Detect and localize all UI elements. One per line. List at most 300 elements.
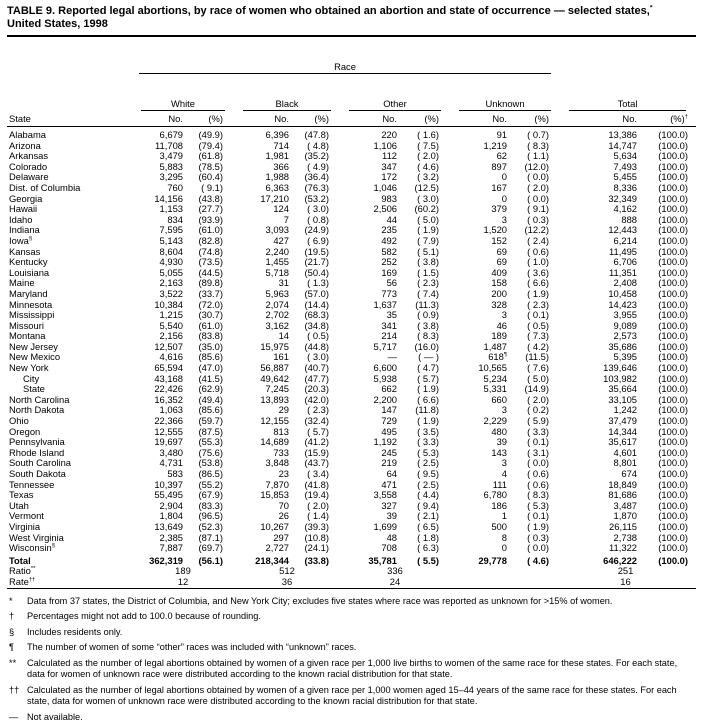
percent-cell: ( 0.0) (527, 193, 550, 204)
count-cell: 362,319 (149, 554, 183, 566)
table-row (7, 342, 696, 353)
count-cell: 5,143 (159, 235, 183, 246)
count-cell: 14 (278, 331, 289, 342)
count-cell: 7,493 (613, 161, 638, 172)
footnote-symbol: — (9, 711, 19, 722)
count-cell: 15,975 (260, 341, 289, 352)
count-cell: 1,637 (373, 299, 397, 310)
percent-cell: (62.9) (198, 384, 223, 395)
table-row (7, 416, 696, 427)
count-cell: 3,522 (159, 288, 183, 299)
summary-value-cell: 336 (387, 566, 403, 577)
table-row (7, 127, 696, 141)
percent-cell: (52.3) (198, 521, 223, 532)
count-cell: 70 (278, 500, 289, 511)
summary-value-cell: 189 (175, 566, 191, 577)
subheader-row (7, 111, 696, 127)
count-cell: 35,686 (608, 341, 638, 352)
table-row (7, 577, 696, 588)
count-cell: 10,565 (478, 363, 507, 374)
percent-cell: (100.0) (658, 416, 689, 427)
count-cell: 35,664 (608, 384, 638, 395)
percent-cell: ( 1.9) (527, 288, 550, 299)
percent-cell: ( 0.6) (527, 469, 550, 479)
count-cell: 1,981 (265, 151, 289, 162)
percent-cell: ( 3.1) (527, 447, 550, 458)
state-column-header: State (7, 111, 137, 127)
count-cell: 62 (496, 151, 507, 162)
count-cell: 29 (278, 405, 289, 416)
count-cell: 56,887 (260, 363, 289, 374)
table-row (7, 278, 696, 289)
count-cell: 167 (491, 182, 507, 193)
percent-cell: (100.0) (658, 288, 689, 299)
percent-cell: (69.7) (198, 543, 223, 554)
percent-cell: (12.5) (414, 182, 439, 193)
footnote-symbol: ** (9, 657, 17, 668)
footnote-symbol: † (9, 611, 15, 622)
white-no-header: No. (137, 111, 189, 127)
percent-cell: ( 1.4) (307, 511, 329, 522)
table-header (7, 36, 696, 127)
percent-cell: (100.0) (658, 225, 689, 236)
count-cell: 158 (491, 278, 507, 289)
percent-cell: (87.5) (198, 426, 223, 437)
percent-cell: ( 6.5) (417, 521, 439, 532)
percent-cell: (61.8) (198, 151, 223, 162)
count-cell: 22,366 (154, 416, 183, 427)
count-cell: 91 (496, 129, 507, 140)
race-row-total-empty-cell (565, 36, 696, 96)
percent-cell: (32.4) (304, 416, 329, 427)
table-row (7, 268, 696, 279)
count-cell: 409 (491, 267, 507, 278)
percent-cell: ( — ) (418, 352, 439, 363)
count-cell: 186 (491, 500, 507, 511)
percent-cell: (86.5) (198, 469, 223, 479)
percent-cell: ( 0.8) (307, 214, 329, 225)
count-cell: 7,870 (265, 479, 289, 490)
count-cell: 480 (491, 426, 507, 437)
count-cell: 17,210 (260, 193, 289, 204)
row-label: Delaware (9, 172, 49, 183)
count-cell: 4,162 (613, 204, 638, 215)
count-cell: 618¶ (488, 352, 507, 363)
table-row (7, 427, 696, 438)
row-label: North Carolina (9, 394, 70, 405)
percent-cell: (24.9) (304, 225, 329, 236)
count-cell: 3,162 (265, 320, 289, 331)
count-cell: 55,495 (154, 490, 183, 501)
count-cell: 4 (501, 469, 507, 479)
percent-cell: (47.8) (304, 129, 329, 140)
percent-cell: ( 0.0) (527, 458, 550, 469)
count-cell: 3,479 (159, 151, 183, 162)
percent-cell: (56.1) (198, 554, 223, 566)
count-cell: 2,200 (373, 394, 397, 405)
row-label: New York (9, 363, 49, 374)
percent-cell: (11.3) (415, 299, 439, 310)
percent-cell: (34.8) (304, 320, 329, 331)
percent-cell: (11.5) (525, 352, 550, 363)
percent-cell: (75.6) (198, 447, 223, 458)
footnote-text: Percentages might not add to 100.0 because of rounding. (27, 611, 261, 622)
percent-cell: (41.5) (198, 373, 223, 384)
percent-cell: (89.8) (198, 278, 223, 289)
row-label: Rate†† (9, 576, 36, 587)
count-cell: 14,689 (260, 437, 289, 448)
percent-cell: (27.7) (198, 204, 223, 215)
percent-cell: (47.0) (198, 363, 223, 374)
count-cell: 161 (273, 352, 289, 363)
summary-value-cell: 36 (281, 576, 293, 587)
white-pct-header: (%) (189, 111, 239, 127)
count-cell: 1,215 (159, 310, 183, 321)
count-cell: 714 (273, 140, 289, 151)
footnote (7, 658, 696, 681)
percent-cell: (100.0) (658, 352, 689, 363)
percent-cell: (40.7) (304, 363, 329, 374)
count-cell: 2,163 (159, 278, 183, 289)
percent-cell: (35.0) (198, 341, 223, 352)
percent-cell: (20.3) (304, 384, 329, 395)
count-cell: 69 (496, 246, 507, 257)
count-cell: 31 (278, 278, 289, 289)
percent-cell: ( 6.9) (307, 235, 329, 246)
black-pct-header: (%) (295, 111, 345, 127)
count-cell: 2,408 (613, 278, 638, 289)
row-label: South Dakota (9, 469, 66, 479)
count-cell: 218,344 (255, 554, 289, 566)
count-cell: 674 (621, 469, 638, 479)
count-cell: 662 (381, 384, 397, 395)
percent-cell: ( 5.7) (307, 426, 329, 437)
table-row (7, 395, 696, 406)
count-cell: 3 (501, 458, 507, 469)
count-cell: 3,480 (159, 447, 183, 458)
count-cell: 760 (167, 182, 183, 193)
percent-cell: (100.0) (658, 267, 689, 278)
percent-cell: ( 1.5) (417, 267, 439, 278)
row-label: Utah (9, 500, 29, 511)
race-row-empty-cell (7, 36, 137, 96)
footnote-symbol: § (9, 626, 15, 637)
percent-cell: (60.4) (198, 172, 223, 183)
count-cell: 103,982 (603, 373, 638, 384)
table-row (7, 405, 696, 416)
count-cell: 813 (273, 426, 289, 437)
percent-cell: (100.0) (658, 257, 689, 268)
table-row (7, 469, 696, 480)
row-label: Indiana (9, 225, 40, 236)
percent-cell: ( 2.0) (527, 394, 550, 405)
footnote-symbol: * (9, 595, 13, 606)
count-cell: 341 (381, 320, 397, 331)
table-row (7, 331, 696, 342)
count-cell: 8 (501, 532, 507, 543)
percent-cell: (36.4) (304, 172, 329, 183)
table-row (7, 172, 696, 183)
row-label: Dist. of Columbia (9, 182, 81, 193)
percent-cell: (100.0) (658, 129, 689, 140)
percent-cell: ( 0.5) (527, 320, 550, 331)
percent-cell: ( 1.9) (527, 521, 550, 532)
percent-cell: ( 2.5) (417, 458, 439, 469)
count-cell: 1,063 (159, 405, 183, 416)
count-cell: 35,781 (368, 554, 397, 566)
table-row (7, 141, 696, 152)
count-cell: 49,642 (260, 373, 289, 384)
count-cell: 888 (621, 214, 638, 225)
count-cell: 124 (273, 204, 289, 215)
percent-cell: (14.9) (524, 384, 550, 395)
black-group-label: Black (243, 98, 331, 111)
percent-cell: (61.0) (198, 320, 223, 331)
footnotes (7, 596, 696, 723)
count-cell: 10,397 (154, 479, 183, 490)
percent-cell: ( 0.6) (527, 479, 550, 490)
count-cell: 22,426 (154, 384, 183, 395)
table-row (7, 289, 696, 300)
table-title-line2: United States, 1998 (7, 18, 108, 30)
percent-cell: ( 5.0) (527, 373, 550, 384)
row-label: New Mexico (9, 352, 61, 363)
percent-cell: ( 1.1) (527, 151, 550, 162)
percent-cell: (100.0) (658, 299, 689, 310)
percent-cell: ( 5.0) (417, 214, 439, 225)
count-cell: 297 (273, 532, 289, 543)
percent-cell: (43.7) (304, 458, 329, 469)
row-label: Minnesota (9, 299, 53, 310)
count-cell: 139,646 (603, 363, 638, 374)
percent-cell: (100.0) (658, 341, 689, 352)
percent-cell: (44.5) (198, 267, 223, 278)
table-row (7, 511, 696, 522)
percent-cell: ( 7.5) (417, 140, 439, 151)
count-cell: 5,331 (483, 384, 507, 395)
footnote-text: Data from 37 states, the District of Columbia, and New York City; excludes five states where race was reported as unknown for >15% of women. (27, 595, 613, 606)
count-cell: 39 (496, 437, 507, 448)
race-header-row (7, 36, 696, 96)
row-label: Rhode Island (9, 447, 65, 458)
percent-cell: ( 9.1) (201, 182, 223, 193)
count-cell: 379 (491, 204, 507, 215)
count-cell: 11,495 (609, 246, 638, 257)
count-cell: 14,423 (608, 299, 638, 310)
percent-cell: (42.0) (304, 394, 329, 405)
percent-cell: ( 4.2) (527, 341, 550, 352)
percent-cell: ( 5.3) (527, 500, 550, 511)
count-cell: 7,595 (159, 225, 183, 236)
count-cell: 112 (382, 151, 397, 162)
count-cell: 37,479 (608, 416, 638, 427)
table-row (7, 543, 696, 554)
percent-cell: ( 3.2) (417, 172, 439, 183)
count-cell: 4,731 (159, 458, 183, 469)
row-label: Pennsylvania (9, 437, 65, 448)
table-row (7, 384, 696, 395)
percent-cell: (100.0) (658, 151, 689, 162)
count-cell: 2,573 (613, 331, 638, 342)
percent-cell: (47.7) (304, 373, 329, 384)
percent-cell: (100.0) (658, 310, 689, 321)
count-cell: 5,234 (483, 373, 507, 384)
other-pct-header: (%) (403, 111, 455, 127)
table-row (7, 363, 696, 374)
percent-cell: (44.8) (304, 341, 329, 352)
count-cell: 0 (501, 543, 507, 554)
other-group-label: Other (349, 98, 441, 111)
count-cell: 12,155 (260, 416, 289, 427)
percent-cell: ( 5.7) (417, 373, 439, 384)
percent-cell: (74.8) (198, 246, 223, 257)
summary-value-cell (455, 577, 565, 588)
percent-cell: (19.5) (304, 246, 329, 257)
percent-cell: (15.9) (304, 447, 329, 458)
group-row-empty-cell (7, 96, 137, 111)
summary-value-cell: 16 (620, 576, 631, 587)
count-cell: 897 (491, 161, 507, 172)
percent-cell: ( 2.0) (307, 500, 329, 511)
percent-cell: ( 1.0) (527, 257, 550, 268)
count-cell: 64 (386, 469, 397, 479)
percent-cell: ( 3.0) (307, 204, 329, 215)
percent-cell: (16.0) (414, 341, 439, 352)
count-cell: 1,192 (373, 437, 397, 448)
percent-cell: (12.0) (524, 161, 550, 172)
percent-cell: (43.8) (198, 193, 223, 204)
row-label: Kentucky (9, 257, 48, 268)
count-cell: 9,089 (613, 320, 638, 331)
count-cell: 773 (381, 288, 397, 299)
percent-cell: (41.2) (304, 437, 329, 448)
count-cell: 1 (501, 511, 507, 522)
row-label: Alabama (9, 129, 47, 140)
count-cell: 8,604 (159, 246, 183, 257)
percent-cell: (19.4) (304, 490, 329, 501)
footnote (7, 712, 696, 723)
percent-cell: (57.0) (304, 288, 329, 299)
count-cell: 1,242 (613, 405, 638, 416)
count-cell: 6,706 (613, 257, 638, 268)
count-cell: 43,168 (154, 373, 183, 384)
table-row (7, 480, 696, 491)
count-cell: 3 (501, 214, 507, 225)
count-cell: 147 (381, 405, 397, 416)
count-cell: 111 (492, 479, 507, 490)
percent-cell: (21.7) (304, 257, 329, 268)
count-cell: 4,616 (159, 352, 183, 363)
count-cell: 660 (491, 394, 507, 405)
percent-cell: (100.0) (658, 469, 689, 479)
count-cell: 16,352 (154, 394, 183, 405)
row-label: Georgia (9, 193, 43, 204)
unknown-pct-header: (%) (513, 111, 565, 127)
row-label: Wisconsin§ (9, 543, 55, 554)
count-cell: 11,708 (155, 140, 183, 151)
table-row (7, 300, 696, 311)
percent-cell: (100.0) (658, 204, 689, 215)
count-cell: 14,747 (608, 140, 638, 151)
count-cell: 5,455 (613, 172, 638, 183)
percent-cell: (59.7) (198, 416, 223, 427)
percent-cell: (50.4) (304, 267, 329, 278)
percent-cell: (83.8) (198, 331, 223, 342)
count-cell: 471 (381, 479, 397, 490)
percent-cell: ( 0.1) (527, 437, 550, 448)
percent-cell: (100.0) (658, 384, 689, 395)
count-cell: 56 (386, 278, 397, 289)
count-cell: 12,555 (154, 426, 183, 437)
percent-cell: (82.8) (198, 235, 223, 246)
table-row (7, 257, 696, 268)
column-group-total (565, 96, 696, 111)
footnote (7, 611, 696, 623)
percent-cell: ( 0.3) (527, 214, 550, 225)
column-group-unknown (455, 96, 565, 111)
percent-cell: (100.0) (658, 479, 689, 490)
percent-cell: (100.0) (658, 320, 689, 331)
abortions-by-race-table (7, 35, 696, 589)
percent-cell: ( 1.9) (417, 384, 439, 395)
count-cell: 2,385 (159, 532, 183, 543)
percent-cell: (100.0) (658, 458, 689, 469)
count-cell: 39 (386, 511, 397, 522)
group-header-row (7, 96, 696, 111)
count-cell: 11,322 (609, 543, 638, 554)
count-cell: 48 (386, 532, 397, 543)
count-cell: 582 (381, 246, 397, 257)
black-no-header: No. (239, 111, 295, 127)
percent-cell: (87.1) (198, 532, 223, 543)
percent-cell: ( 7.3) (527, 331, 550, 342)
total-pct-header: (%)† (643, 111, 696, 127)
count-cell: 8,336 (613, 182, 638, 193)
count-cell: 35,617 (608, 437, 638, 448)
table-row (7, 448, 696, 459)
column-group-white (137, 96, 239, 111)
count-cell: 65,594 (154, 363, 183, 374)
percent-cell: (100.0) (658, 161, 689, 172)
percent-cell: ( 4.6) (417, 161, 439, 172)
count-cell: 2,702 (265, 310, 289, 321)
percent-cell: ( 2.5) (417, 479, 439, 490)
row-label: Ratio** (9, 566, 36, 577)
row-label: Maine (9, 278, 35, 289)
percent-cell: ( 0.6) (527, 246, 550, 257)
count-cell: 5,718 (265, 267, 289, 278)
percent-cell: (33.8) (304, 554, 329, 566)
row-label: City (23, 373, 40, 384)
table-row (7, 225, 696, 236)
row-label: Total (9, 554, 31, 566)
unknown-no-header: No. (455, 111, 513, 127)
percent-cell: ( 8.3) (527, 490, 550, 501)
percent-cell: ( 5.9) (527, 416, 550, 427)
percent-cell: ( 0.9) (417, 310, 439, 321)
count-cell: 3,558 (373, 490, 397, 501)
table-row (7, 236, 696, 247)
count-cell: 2,904 (159, 500, 183, 511)
count-cell: — (387, 352, 397, 363)
footnote-text: Calculated as the number of legal abortions obtained by women of a given race per 1,000 live births to women of the same race for these states. For each state, data for women of unknown race were distributed according to the known racial distribution for that state. (27, 657, 678, 680)
percent-cell: (100.0) (658, 511, 689, 522)
count-cell: 708 (381, 543, 397, 554)
count-cell: 3,848 (265, 458, 289, 469)
percent-cell: (83.3) (198, 500, 223, 511)
percent-cell: (100.0) (658, 394, 689, 405)
count-cell: 646,222 (603, 554, 638, 566)
